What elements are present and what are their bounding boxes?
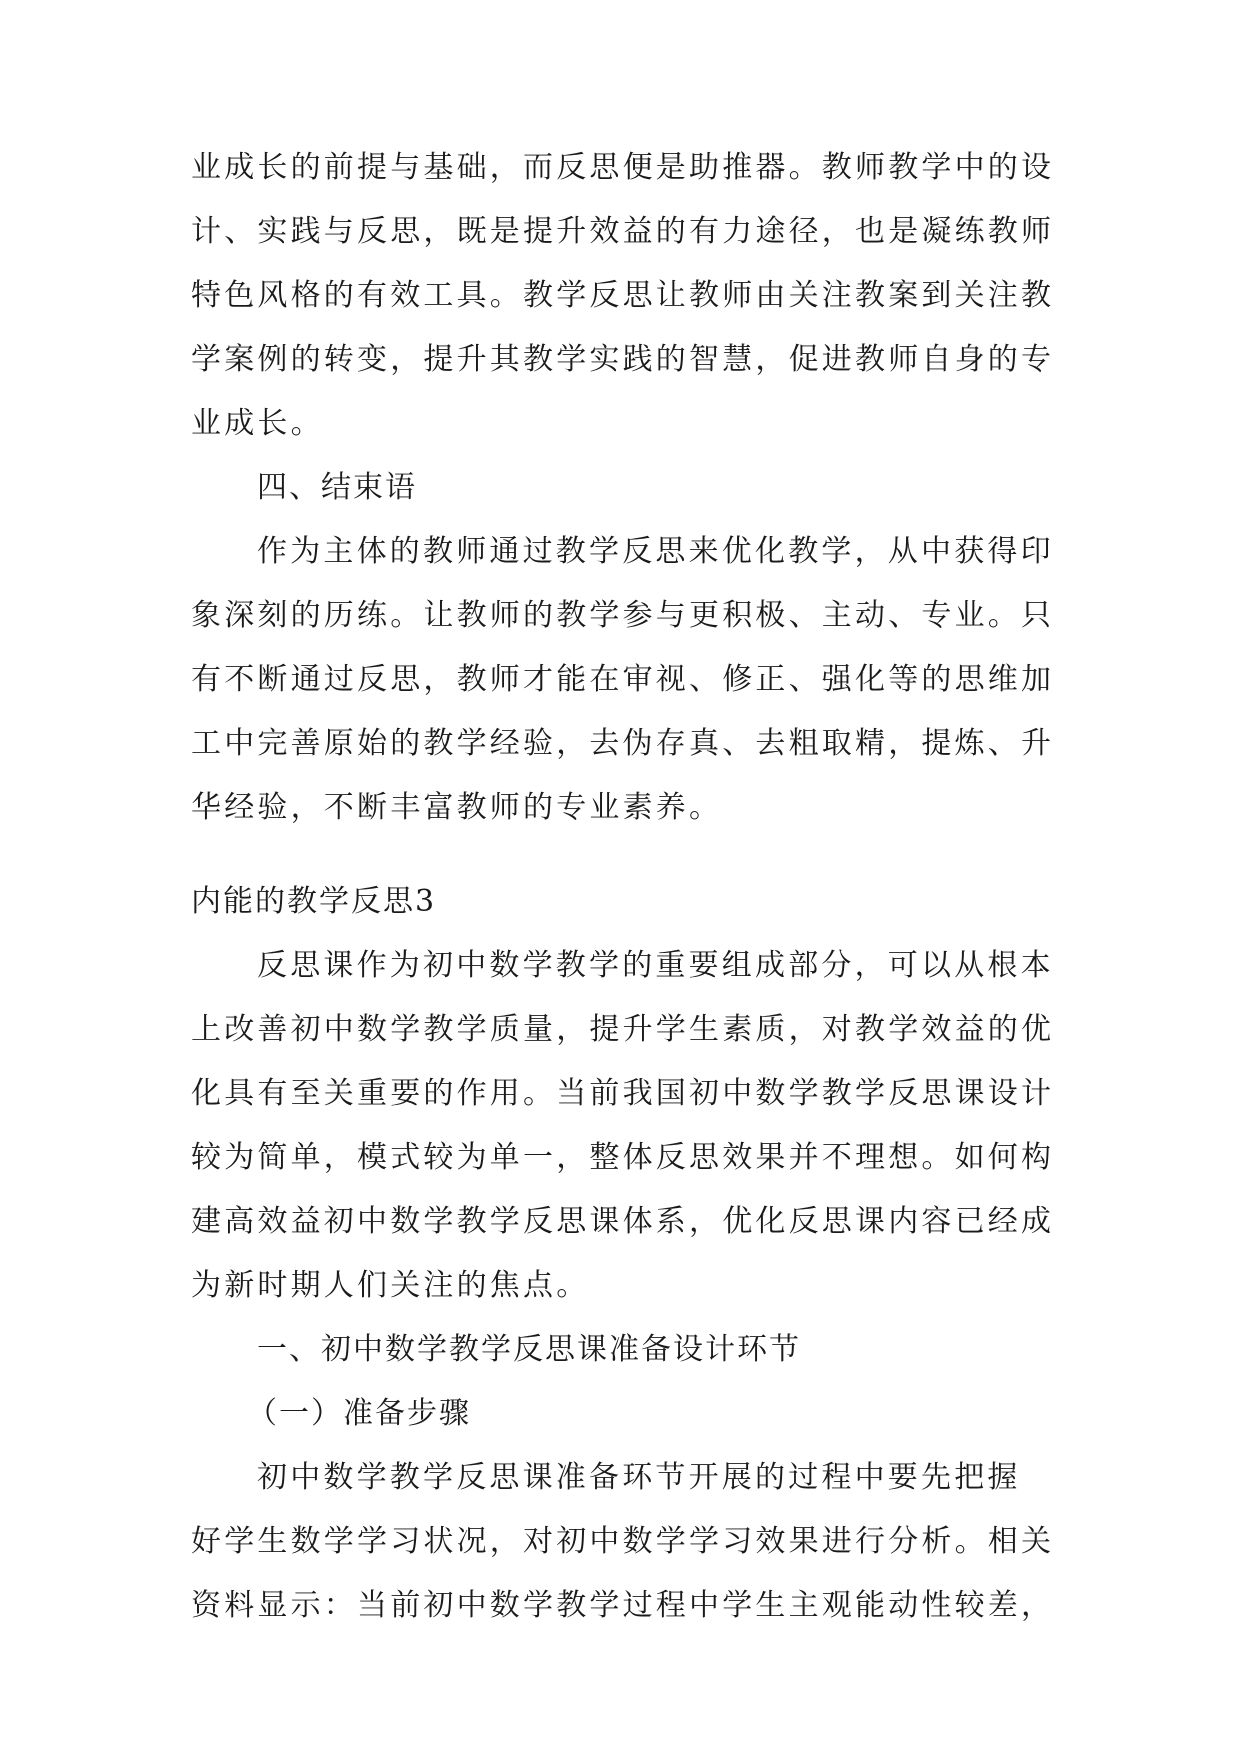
text-line: 特色风格的有效工具。教学反思让教师由关注教案到关注教 xyxy=(191,278,1055,313)
heading-text: 四、结束语 xyxy=(257,470,417,505)
paragraph-continuation xyxy=(191,136,1055,456)
text-line: 上改善初中数学教学质量，提升学生素质，对教学效益的优 xyxy=(191,1012,1055,1047)
text-line: 初中数学教学反思课准备环节开展的过程中要先把握 xyxy=(257,1460,1021,1495)
document-title xyxy=(191,870,1051,934)
body-paragraph xyxy=(191,1446,1055,1638)
conclusion-paragraph xyxy=(191,520,1055,840)
text-line: 化具有至关重要的作用。当前我国初中数学教学反思课设计 xyxy=(191,1076,1055,1111)
text-line: 华经验，不断丰富教师的专业素养。 xyxy=(191,790,723,825)
text-line: 反思课作为初中数学教学的重要组成部分，可以从根本 xyxy=(257,948,1054,983)
text-line: 学案例的转变，提升其教学实践的智慧，促进教师自身的专 xyxy=(191,342,1055,377)
text-line: 有不断通过反思，教师才能在审视、修正、强化等的思维加 xyxy=(191,662,1055,697)
text-line: 为新时期人们关注的焦点。 xyxy=(191,1268,590,1303)
text-line: 业成长。 xyxy=(191,406,324,441)
subheading-text: （一）准备步骤 xyxy=(247,1396,471,1431)
text-line: 工中完善原始的教学经验，去伪存真、去粗取精，提炼、升 xyxy=(191,726,1055,761)
text-line: 作为主体的教师通过教学反思来优化教学，从中获得印 xyxy=(257,534,1054,569)
section-heading-conclusion xyxy=(191,456,1051,520)
text-line: 资料显示：当前初中数学教学过程中学生主观能动性较差， xyxy=(191,1588,1055,1623)
text-line: 好学生数学学习状况，对初中数学学习效果进行分析。相关 xyxy=(191,1524,1055,1559)
subheading-1 xyxy=(191,1382,1051,1446)
text-line: 象深刻的历练。让教师的教学参与更积极、主动、专业。只 xyxy=(191,598,1055,633)
intro-paragraph xyxy=(191,934,1055,1318)
text-line: 较为简单，模式较为单一，整体反思效果并不理想。如何构 xyxy=(191,1140,1055,1175)
text-line: 计、实践与反思，既是提升效益的有力途径，也是凝练教师 xyxy=(191,214,1055,249)
text-line: 业成长的前提与基础，而反思便是助推器。教师教学中的设 xyxy=(191,150,1055,185)
heading-text: 一、初中数学教学反思课准备设计环节 xyxy=(257,1332,801,1367)
title-text: 内能的教学反思3 xyxy=(191,884,437,919)
text-line: 建高效益初中数学教学反思课体系，优化反思课内容已经成 xyxy=(191,1204,1055,1239)
section-heading-1 xyxy=(191,1318,1051,1382)
